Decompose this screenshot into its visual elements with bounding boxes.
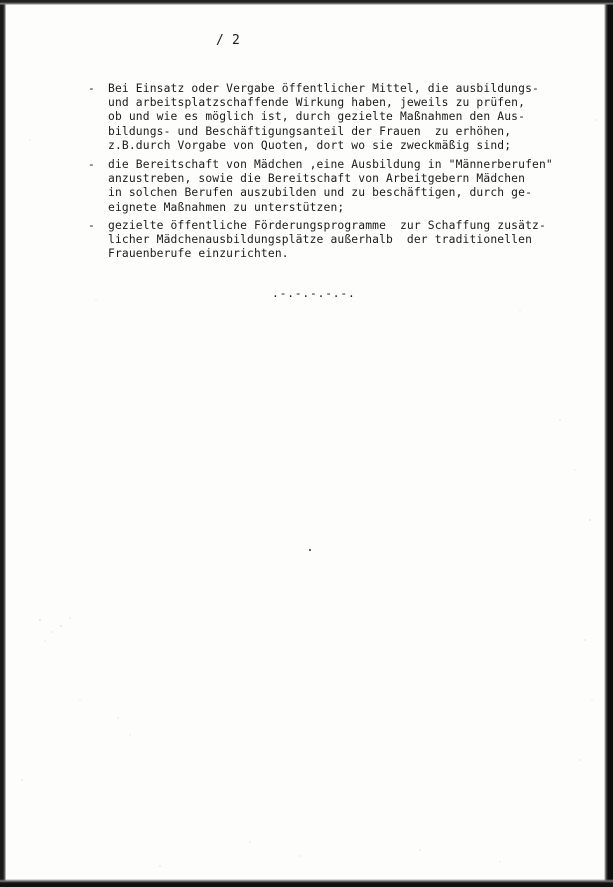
text-line: Bei Einsatz oder Vergabe öffentlicher Mittel, die ausbildungs- [108,82,539,95]
scan-border-right [604,0,613,887]
text-line: und arbeitsplatzschaffende Wirkung haben, jeweils zu prüfen, [108,96,526,110]
page-number: / 2 [216,33,240,48]
bullet-dash: - [88,219,95,232]
text-line: z.B.durch Vorgabe von Quoten, dort wo sie zweckmäßig sind; [108,138,512,152]
scan-border-bottom [0,879,613,887]
text-line: bildungs- und Beschäftigungsanteil der Frauen zu erhöhen, [108,124,512,138]
text-line: anzustreben, sowie die Bereitschaft von Arbeitgebern Mädchen [108,172,526,186]
list-item-body [108,158,553,215]
text-line: ob und wie es möglich ist, durch gezielte Maßnahmen den Aus- [108,110,526,124]
bullet-dash: - [88,158,95,171]
scan-speck [309,549,311,551]
list-item-body [108,219,546,262]
text-line: gezielte öffentliche Förderungsprogramme zur Schaffung zusätz- [108,219,546,232]
text-line: eignete Maßnahmen zu unterstützen; [108,200,345,214]
bullet-dash: - [88,82,95,95]
text-line: die Bereitschaft von Mädchen ,eine Ausbildung in "Männerberufen" [108,158,553,171]
text-line: Frauenberufe einzurichten. [108,247,289,261]
list-item-body [108,82,539,153]
scan-border-top [0,0,613,5]
text-line: in solchen Berufen auszubilden und zu beschäftigen, durch ge- [108,186,533,200]
scan-border-left [0,0,6,887]
closing-separator: .-.-.-.-.-. [272,287,356,300]
text-line: licher Mädchenausbildungsplätze außerhalb der traditionellen [108,233,533,247]
